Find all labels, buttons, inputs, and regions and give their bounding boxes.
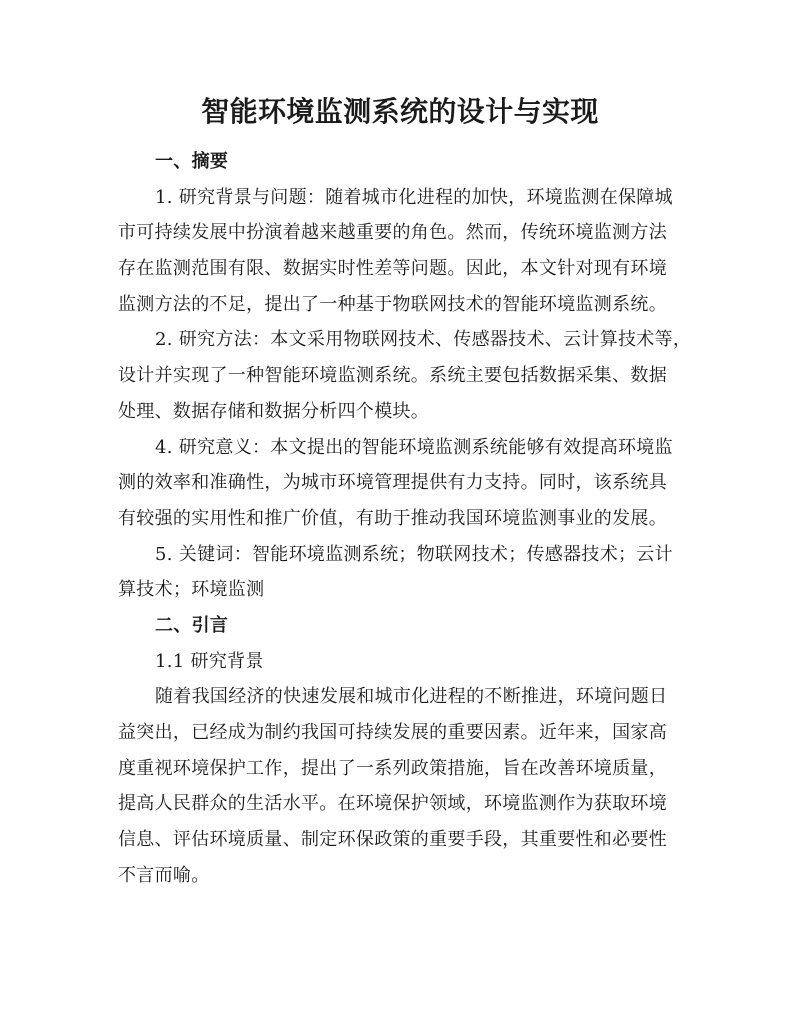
paragraph-line: 5. 关键词：智能环境监测系统；物联网技术；传感器技术；云计 [155,543,673,565]
paragraph-line: 监测方法的不足，提出了一种基于物联网技术的智能环境监测系统。 [118,293,667,315]
paragraph-line: 设计并实现了一种智能环境监测系统。系统主要包括数据采集、数据 [118,365,667,387]
section-heading-abstract: 一、摘要 [155,151,229,172]
abstract-item-keywords [118,537,718,608]
document-body [118,144,718,893]
abstract-item-method [118,322,718,429]
paragraph-line: 1. 研究背景与问题：随着城市化进程的加快，环境监测在保障城 [155,186,673,208]
abstract-item-background [118,180,718,323]
paragraph-line: 市可持续发展中扮演着越来越重要的角色。然而，传统环境监测方法 [118,222,667,244]
paragraph-line: 4. 研究意义：本文提出的智能环境监测系统能够有效提高环境监 [155,436,673,458]
paragraph-line: 益突出，已经成为制约我国可持续发展的重要因素。近年来，国家高 [118,722,667,743]
abstract-item-significance [118,430,718,537]
paragraph-line: 随着我国经济的快速发展和城市化进程的不断推进，环境问题日 [155,686,668,708]
paragraph-line: 有较强的实用性和推广价值，有助于推动我国环境监测事业的发展。 [118,507,667,529]
paragraph-line: 2. 研究方法：本文采用物联网技术、传感器技术、云计算技术等， [155,329,692,351]
paragraph-line: 提高人民群众的生活水平。在环境保护领域，环境监测作为获取环境 [118,793,667,815]
paragraph-line: 信息、评估环境质量、制定环保政策的重要手段，其重要性和必要性 [118,829,667,851]
subsection-heading-background: 1.1 研究背景 [155,650,264,672]
paragraph-line: 算技术；环境监测 [118,579,265,601]
paragraph-line: 度重视环境保护工作，提出了一系列政策措施，旨在改善环境质量， [118,757,667,779]
paragraph-line: 测的效率和准确性，为城市环境管理提供有力支持。同时，该系统具 [118,472,667,494]
document-title: 智能环境监测系统的设计与实现 [201,95,599,128]
paragraph-line: 存在监测范围有限、数据实时性差等问题。因此，本文针对现有环境 [118,258,667,280]
paragraph-line: 处理、数据存储和数据分析四个模块。 [118,400,430,422]
paragraph-line: 不言而喻。 [118,864,210,886]
introduction-paragraph [118,679,718,893]
section-heading-introduction: 二、引言 [155,614,229,636]
